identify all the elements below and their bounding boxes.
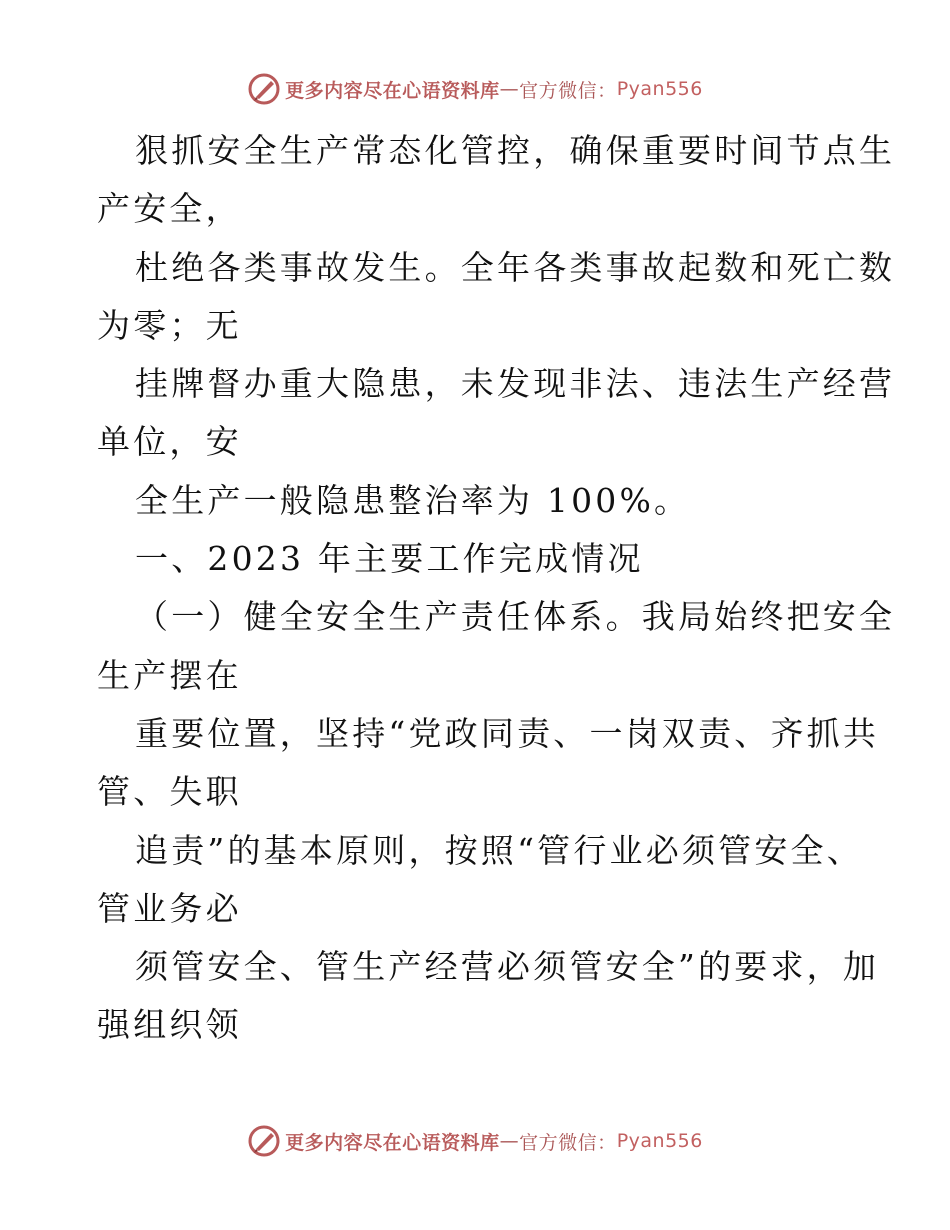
header-watermark (0, 72, 950, 106)
watermark-wechat-id: Pyan556 (616, 78, 703, 100)
text-line: 管、失职 (97, 772, 242, 812)
text-line: 须管安全、管生产经营必须管安全”的要求，加 (135, 947, 880, 987)
watermark-separator: — (499, 78, 520, 100)
text-line: 重要位置，坚持“党政同责、一岗双责、齐抓共 (135, 713, 880, 753)
quill-pen-logo-icon (247, 1124, 281, 1158)
watermark-wechat-label: 官方微信： (519, 79, 617, 102)
text-line: 狠抓安全生产常态化管控，确保重要时间节点生 (135, 131, 896, 170)
text-line: 强组织领 (97, 1005, 242, 1045)
watermark-separator: — (499, 1130, 520, 1152)
text-line: 产安全， (97, 189, 242, 229)
quill-pen-logo-icon (247, 72, 281, 106)
text-line: 全生产一般隐患整治率为 100%。 (135, 480, 691, 520)
text-line: （一）健全安全生产责任体系。我局始终把安全 (135, 597, 896, 637)
text-line: 生产摆在 (97, 655, 242, 695)
text-line: 挂牌督办重大隐患，未发现非法、违法生产经营 (135, 364, 896, 404)
document-body (97, 122, 896, 1055)
footer-watermark (0, 1124, 950, 1158)
section-heading: 一、2023 年主要工作完成情况 (135, 539, 644, 579)
watermark-main-text: 更多内容尽在心语资料库 (285, 1131, 500, 1154)
text-line: 杜绝各类事故发生。全年各类事故起数和死亡数 (135, 247, 896, 287)
watermark-wechat-label: 官方微信： (519, 1131, 617, 1154)
text-line: 追责”的基本原则，按照“管行业必须管安全、 (135, 830, 863, 870)
watermark-main-text: 更多内容尽在心语资料库 (285, 79, 500, 102)
text-line: 为零；无 (97, 305, 242, 345)
watermark-wechat-id: Pyan556 (616, 1130, 703, 1152)
text-line: 管业务必 (97, 888, 242, 928)
text-line: 单位，安 (97, 422, 242, 462)
